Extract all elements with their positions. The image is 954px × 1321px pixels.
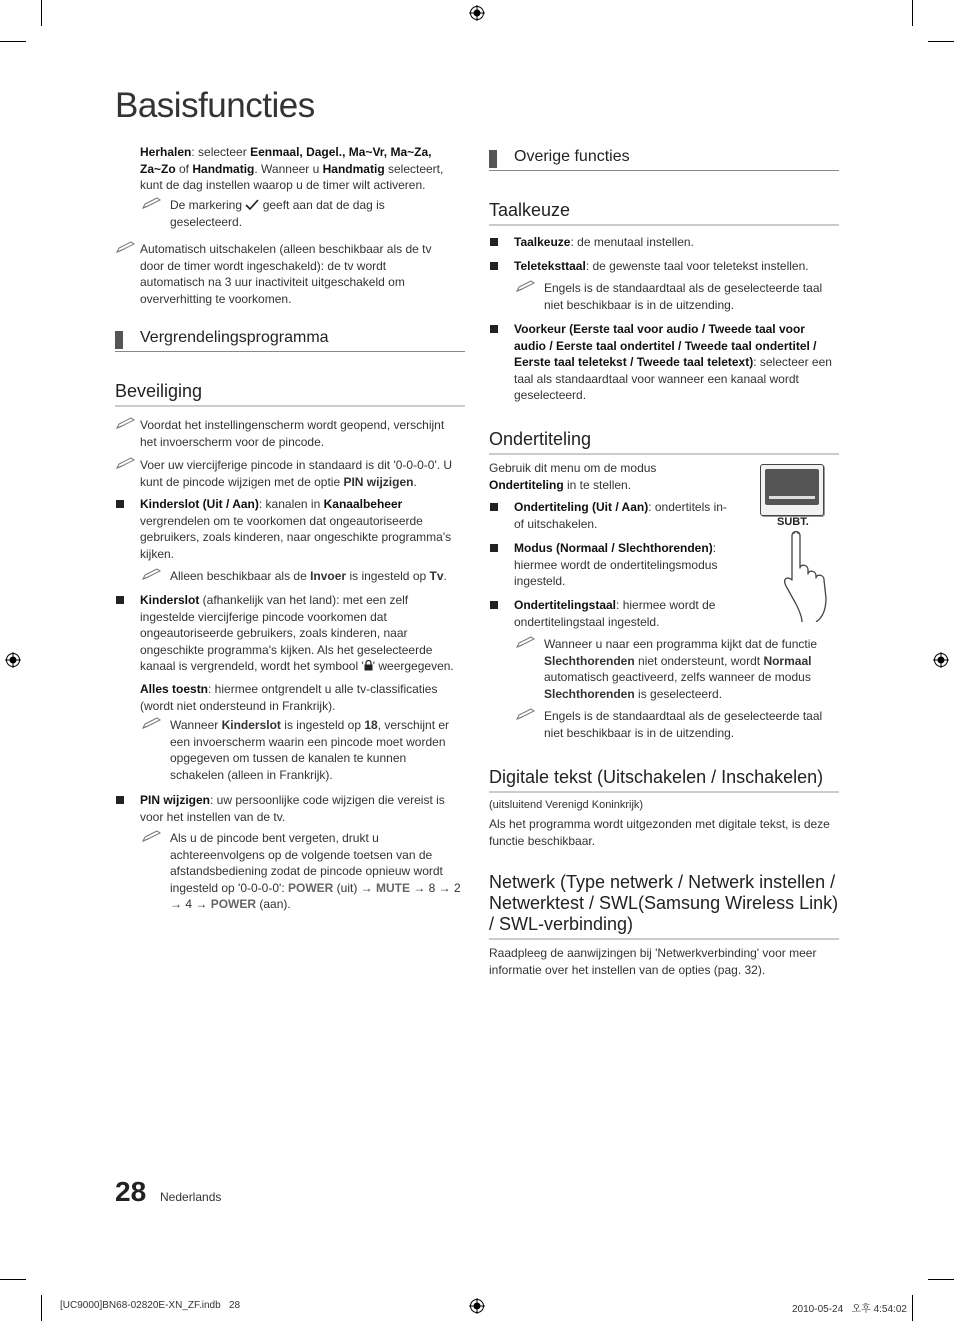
note-pen-icon <box>142 197 162 209</box>
note-pen-icon <box>516 636 536 648</box>
pin-wijzigen-term: PIN wijzigen <box>343 474 414 489</box>
bullet <box>116 796 124 804</box>
heading-taalkeuze <box>489 197 839 226</box>
note-pen-icon <box>516 708 536 720</box>
crop-mark <box>912 1295 913 1321</box>
subt-button-illustration <box>758 462 842 622</box>
subt-line <box>769 496 815 499</box>
digitale-sub: (uitsluitend Verenigd Koninkrijk) <box>489 799 644 811</box>
text: Voer uw viercijferige pincode in standaard is dit '0-0-0-0'. U kunt de pincode wijzigen met de optie <box>140 458 453 489</box>
note-pin-default <box>140 457 462 490</box>
checkmark-icon <box>245 199 259 211</box>
crop-mark <box>928 1279 954 1280</box>
note-engels: Engels is de standaardtaal als de geselecteerde taal niet beschikbaar is in de uitzending. <box>544 281 823 312</box>
kinderslot-term: Kinderslot <box>221 718 281 732</box>
text: of <box>175 161 193 176</box>
text: (afhankelijk van het land): met een zelf ingestelde viercijferige pincode voorkomen dat ongeautoriseerde gebruikers, zoals kinderen, naar ongeschikte programma's kijken. Als het geselecteerde kanaal is vergrendeld, wordt het symbool ' <box>140 593 433 674</box>
taalkeuze-item <box>514 234 836 251</box>
text: Wanneer u naar een programma kijkt dat de functie <box>544 637 818 651</box>
heading-ondertiteling <box>489 426 839 455</box>
note-auto-off: Automatisch uitschakelen (alleen beschikbaar als de tv door de timer wordt ingeschakeld): de tv wordt automatisch na 3 uur inactiviteit uitgeschakeld om oververhitting te voorkomen. <box>140 242 432 306</box>
ondertitelingstaal-item <box>514 597 736 630</box>
heading-text: Netwerk (Type netwerk / Netwerk instellen / Netwerktest / SWL(Samsung Wireless Link) / SWL-verbinding) <box>489 872 839 934</box>
kanaalbeheer-term: Kanaalbeheer <box>323 497 403 511</box>
page-number: 28 <box>115 1176 147 1207</box>
text: : uw persoonlijke code wijzigen die vereist is voor het instellen van de tv. <box>140 793 445 824</box>
subt-button <box>760 464 824 516</box>
text: , verschijnt er een invoerscherm waarin een pincode moet worden opgegeven om tussen de kanalen te kunnen schakelen (alleen in Frankrijk). <box>170 718 450 782</box>
power-key: POWER <box>287 880 334 895</box>
section-marker <box>489 150 497 168</box>
note-pen-icon <box>116 417 136 429</box>
pin-wijzigen-label: PIN wijzigen <box>140 793 211 807</box>
ondertiteling-label: Ondertiteling (Uit / Aan) <box>514 500 649 514</box>
slechthorenden-term: Slechthorenden <box>544 686 635 701</box>
text: geeft aan dat de dag is geselecteerd. <box>170 198 385 229</box>
note-slechthorenden <box>544 636 836 702</box>
lock-icon <box>364 660 373 671</box>
herhalen-label: Herhalen <box>140 145 192 159</box>
text: . Wanneer u <box>254 161 323 176</box>
note-engels: Engels is de standaardtaal als de geselecteerde taal niet beschikbaar is in de uitzending. <box>544 709 823 740</box>
modus-item <box>514 540 736 590</box>
text: : kanalen in <box>258 497 324 511</box>
heading-text: Taalkeuze <box>489 200 571 220</box>
heading-text: Digitale tekst (Uitschakelen / Inschakelen) <box>489 767 824 787</box>
registration-mark-icon <box>469 1298 485 1314</box>
footer-file: [UC9000]BN68-02820E-XN_ZF.indb 28 <box>60 1300 241 1311</box>
text: : hiermee wordt de ondertitelingstaal ingesteld. <box>514 598 716 629</box>
heading-netwerk <box>489 872 839 940</box>
alles-toestn-label: Alles toestn <box>140 682 209 696</box>
teleteksttaal-label: Teleteksttaal <box>514 259 586 273</box>
ondertiteling-item <box>514 499 736 532</box>
normaal-term: Normaal <box>763 653 812 668</box>
ondertiteling-term: Ondertiteling <box>489 477 564 492</box>
text: → 8 → 2 → 4 → <box>170 880 461 912</box>
heading-beveiliging <box>115 378 465 407</box>
bullet <box>490 601 498 609</box>
note-pin-screen: Voordat het instellingenscherm wordt geopend, verschijnt het invoerscherm voor de pincode. <box>140 418 445 449</box>
bullet <box>490 544 498 552</box>
note-pen-icon <box>142 830 162 842</box>
section-header-overige <box>489 145 839 171</box>
handmatig-term: Handmatig <box>192 161 255 176</box>
text: Als u de pincode bent vergeten, drukt u achtereenvolgens op de volgende toetsen van de afstandsbediening zodat de pincode opnieuw wordt ingesteld op '0-0-0-0': <box>170 831 443 895</box>
text: . <box>413 474 417 489</box>
voorkeur-item <box>514 321 836 404</box>
registration-mark-icon <box>5 652 21 668</box>
bullet <box>490 262 498 270</box>
netwerk-body: Raadpleeg de aanwijzingen bij 'Netwerkverbinding' voor meer informatie over het instellen van de opties (pag. 32). <box>489 946 817 977</box>
text: niet ondersteunt, wordt <box>634 653 764 668</box>
text: De markering <box>170 198 246 212</box>
bullet <box>490 238 498 246</box>
heading-text: Beveiliging <box>115 381 203 401</box>
text: : de gewenste taal voor teletekst instellen. <box>585 259 809 273</box>
page-title: Basisfuncties <box>115 86 315 125</box>
kinderslot-country-item <box>140 592 465 675</box>
crop-mark <box>41 1295 42 1321</box>
text: . <box>443 569 447 583</box>
hand-pointer-icon <box>782 528 842 622</box>
section-marker <box>115 331 123 349</box>
section-title: Vergrendelingsprogramma <box>140 329 329 346</box>
heading-digitale-tekst <box>489 764 839 793</box>
heading-text: Ondertiteling <box>489 429 592 449</box>
footer-timestamp: 2010-05-24 오후 4:54:02 <box>792 1304 907 1315</box>
teleteksttaal-item <box>514 258 836 275</box>
text: (aan). <box>256 897 291 912</box>
section-title: Overige functies <box>514 148 630 165</box>
crop-mark <box>0 41 26 42</box>
kinderslot-item <box>140 496 462 562</box>
text: (uit) → <box>333 880 376 895</box>
text: : selecteer een taal als standaardtaal voor wanneer een kanaal wordt geselecteerd. <box>514 355 832 403</box>
subt-label: SUBT. <box>777 516 809 528</box>
text: is ingesteld op <box>280 718 365 732</box>
text: ' weergegeven. <box>372 659 454 674</box>
note-pin-vergeten <box>170 830 462 913</box>
footer-language: Nederlands <box>160 1190 222 1204</box>
power-key: POWER <box>210 897 257 912</box>
note-pen-icon <box>142 568 162 580</box>
text: : de menutaal instellen. <box>570 235 694 249</box>
text: Alleen beschikbaar als de <box>170 569 311 583</box>
note-pen-icon <box>116 457 136 469</box>
mute-key: MUTE <box>376 880 410 895</box>
text: is geselecteerd. <box>634 686 723 701</box>
text: Gebruik dit menu om de modus <box>489 461 657 475</box>
text: in te stellen. <box>563 477 632 492</box>
subt-screen <box>765 469 819 505</box>
bullet <box>490 325 498 333</box>
text: : hiermee ontgrendelt u alle tv-classificaties (wordt niet ondersteund in Frankrijk). <box>140 682 438 713</box>
text: : ondertitels in- of uitschakelen. <box>514 500 727 531</box>
section-header-vergrendeling <box>115 326 465 352</box>
modus-label: Modus (Normaal / Slechthorenden) <box>514 541 713 555</box>
text: vergrendelen om te voorkomen dat ongeautoriseerde gebruikers, zoals kinderen, naar ongeschikte programma's kijken. <box>140 513 452 561</box>
text: automatisch geactiveerd, zelfs wanneer de modus <box>544 670 811 685</box>
crop-mark <box>0 1279 26 1280</box>
bullet <box>116 596 124 604</box>
note-pen-icon <box>116 241 136 253</box>
registration-mark-icon <box>933 652 949 668</box>
text: selecteert, kunt de dag instellen waarop u de timer wilt activeren. <box>140 161 444 193</box>
voorkeur-label: Voorkeur (Eerste taal voor audio / Tweede taal voor audio / Eerste taal ondertitel / Tweede taal ondertitel / Eerste taal teletekst / Tweede taal teletext) <box>514 322 817 370</box>
handmatig-term: Handmatig <box>322 161 385 176</box>
registration-mark-icon <box>469 5 485 21</box>
kinderslot-label: Kinderslot (Uit / Aan) <box>140 497 259 511</box>
taalkeuze-label: Taalkeuze <box>514 235 571 249</box>
bullet <box>490 503 498 511</box>
herhalen-options: Eenmaal, Dagel., Ma~Vr, Ma~Za, Za~Zo <box>140 145 432 176</box>
pin-wijzigen-item <box>140 792 462 825</box>
bullet <box>116 500 124 508</box>
alles-toestn <box>140 681 462 714</box>
note-markering <box>170 197 430 230</box>
kinderslot-label: Kinderslot <box>140 593 200 607</box>
text: : selecteer <box>191 145 251 159</box>
age-term: 18 <box>364 718 378 732</box>
crop-mark <box>912 0 913 26</box>
digitale-body: Als het programma wordt uitgezonden met digitale tekst, is deze functie beschikbaar. <box>489 817 830 848</box>
ondertitelingstaal-label: Ondertitelingstaal <box>514 598 617 612</box>
text: is ingesteld op <box>346 569 430 583</box>
text: Wanneer <box>170 718 222 732</box>
ondertiteling-intro <box>489 460 729 493</box>
invoer-term: Invoer <box>310 569 347 583</box>
herhalen-paragraph <box>140 144 460 194</box>
crop-mark <box>41 0 42 26</box>
tv-term: Tv <box>429 569 444 583</box>
slechthorenden-term: Slechthorenden <box>544 653 635 668</box>
note-pen-icon <box>516 280 536 292</box>
note-invoer <box>170 568 462 585</box>
crop-mark <box>928 41 954 42</box>
text: : hiermee wordt de ondertitelingsmodus ingesteld. <box>514 541 718 589</box>
note-frankrijk <box>170 717 462 783</box>
note-pen-icon <box>142 717 162 729</box>
